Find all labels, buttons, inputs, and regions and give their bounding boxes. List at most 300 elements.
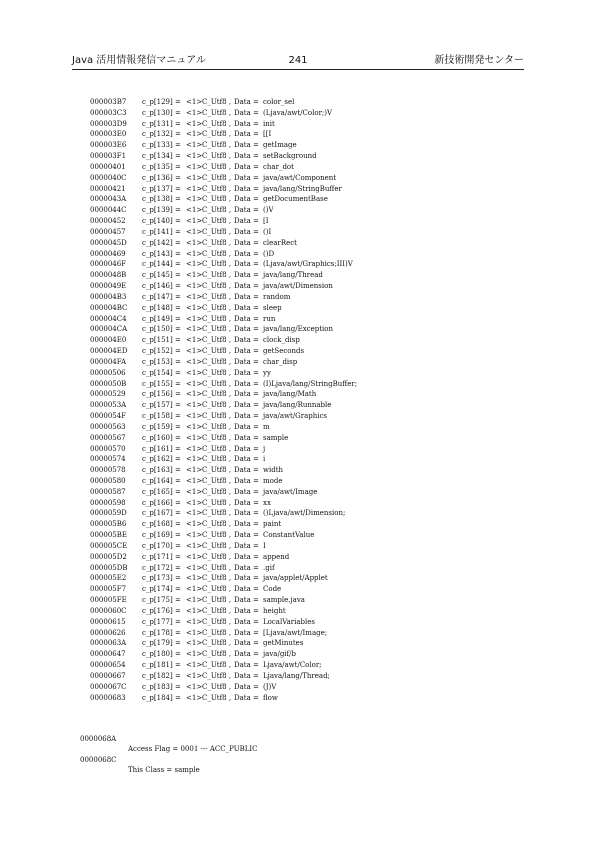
entry-index: c_p[180] = [142, 650, 181, 659]
entry-address: 0000044C [90, 206, 127, 215]
constant-pool-entry [90, 238, 530, 249]
entry-value: ConstantValue [263, 531, 315, 540]
entry-data-label: Data = [234, 466, 259, 475]
entry-data-label: Data = [234, 141, 259, 150]
entry-type: C_Utf8 , [202, 368, 232, 377]
entry-index: c_p[177] = [142, 617, 181, 626]
entry-data-label: Data = [234, 282, 259, 291]
entry-value: java/awt/Graphics [263, 412, 328, 421]
entry-value: [I [263, 217, 269, 226]
constant-pool-entry [90, 411, 530, 422]
entry-address: 00000615 [90, 617, 126, 626]
entry-index: c_p[152] = [142, 347, 181, 356]
entry-tag: <1> [186, 574, 203, 583]
entry-tag: <1> [186, 552, 203, 561]
entry-data-label: Data = [234, 152, 259, 161]
entry-address: 00000574 [90, 455, 126, 464]
entry-data-label: Data = [234, 617, 259, 626]
constant-pool-entry [90, 368, 530, 379]
entry-index: c_p[134] = [142, 152, 181, 161]
constant-pool-entry [90, 357, 530, 368]
entry-value: char_disp [263, 357, 298, 366]
entry-data-label: Data = [234, 314, 259, 323]
entry-index: c_p[135] = [142, 162, 181, 171]
entry-index: c_p[178] = [142, 628, 181, 637]
entry-value: sample.java [263, 596, 305, 605]
entry-tag: <1> [186, 271, 203, 280]
entry-index: c_p[153] = [142, 357, 181, 366]
entry-tag: <1> [186, 195, 203, 204]
entry-tag: <1> [186, 401, 203, 410]
constant-pool-entry [90, 162, 530, 173]
constant-pool-entry [90, 454, 530, 465]
entry-address: 0000050B [90, 379, 127, 388]
entry-tag: <1> [186, 206, 203, 215]
entry-tag: <1> [186, 292, 203, 301]
entry-index: c_p[138] = [142, 195, 181, 204]
entry-data-label: Data = [234, 379, 259, 388]
entry-type: C_Utf8 , [202, 227, 232, 236]
entry-type: C_Utf8 , [202, 650, 232, 659]
entry-address: 00000529 [90, 390, 126, 399]
entry-type: C_Utf8 , [202, 130, 232, 139]
entry-data-label: Data = [234, 596, 259, 605]
constant-pool-entry [90, 379, 530, 390]
constant-pool-entry [90, 573, 530, 584]
entry-data-label: Data = [234, 412, 259, 421]
constant-pool-entry [90, 324, 530, 335]
entry-data-label: Data = [234, 531, 259, 540]
entry-tag: <1> [186, 314, 203, 323]
entry-value: ()I [263, 227, 272, 236]
entry-tag: <1> [186, 368, 203, 377]
entry-address: 000003E0 [90, 130, 127, 139]
entry-tag: <1> [186, 628, 203, 637]
entry-data-label: Data = [234, 336, 259, 345]
entry-type: C_Utf8 , [202, 606, 232, 615]
constant-pool-entry [90, 498, 530, 509]
constant-pool-entry [90, 194, 530, 205]
entry-tag: <1> [186, 357, 203, 366]
entry-data-label: Data = [234, 671, 259, 680]
entry-type: C_Utf8 , [202, 563, 232, 572]
constant-pool-entry [90, 259, 530, 270]
constant-pool-entry [90, 465, 530, 476]
entry-data-label: Data = [234, 206, 259, 215]
entry-type: C_Utf8 , [202, 162, 232, 171]
entry-data-label: Data = [234, 119, 259, 128]
entry-type: C_Utf8 , [202, 314, 232, 323]
constant-pool-entry [90, 682, 530, 693]
constant-pool-entry [90, 584, 530, 595]
page-number: 241 [288, 55, 308, 66]
entry-tag: <1> [186, 119, 203, 128]
access-flag-text: Access Flag = 0001 --- ACC_PUBLIC [128, 745, 258, 753]
entry-value: char_dot [263, 162, 294, 171]
constant-pool-entry [90, 400, 530, 411]
access-flag-address: 0000068A [80, 735, 117, 743]
entry-type: C_Utf8 , [202, 206, 232, 215]
entry-type: C_Utf8 , [202, 217, 232, 226]
entry-address: 00000421 [90, 184, 126, 193]
constant-pool-entry [90, 119, 530, 130]
entry-type: C_Utf8 , [202, 282, 232, 291]
entry-value: Code [263, 585, 282, 594]
entry-data-label: Data = [234, 661, 259, 670]
entry-index: c_p[156] = [142, 390, 181, 399]
entry-data-label: Data = [234, 325, 259, 334]
entry-data-label: Data = [234, 173, 259, 182]
entry-type: C_Utf8 , [202, 98, 232, 106]
entry-data-label: Data = [234, 195, 259, 204]
entry-address: 000004BC [90, 303, 128, 312]
entry-type: C_Utf8 , [202, 260, 232, 269]
entry-data-label: Data = [234, 433, 259, 442]
entry-tag: <1> [186, 130, 203, 139]
entry-tag: <1> [186, 108, 203, 117]
entry-address: 000005E2 [90, 574, 127, 583]
entry-type: C_Utf8 , [202, 596, 232, 605]
entry-type: C_Utf8 , [202, 617, 232, 626]
entry-type: C_Utf8 , [202, 487, 232, 496]
entry-address: 000005CE [90, 541, 128, 550]
entry-type: C_Utf8 , [202, 412, 232, 421]
entry-data-label: Data = [234, 498, 259, 507]
entry-address: 00000457 [90, 227, 126, 236]
entry-index: c_p[154] = [142, 368, 181, 377]
entry-address: 00000598 [90, 498, 126, 507]
entry-index: c_p[162] = [142, 455, 181, 464]
entry-value: getDocumentBase [263, 195, 328, 204]
entry-data-label: Data = [234, 682, 259, 691]
constant-pool-entry [90, 97, 530, 108]
entry-address: 000003B7 [90, 98, 127, 106]
entry-index: c_p[175] = [142, 596, 181, 605]
entry-type: C_Utf8 , [202, 325, 232, 334]
constant-pool-entry [90, 314, 530, 325]
entry-index: c_p[168] = [142, 520, 181, 529]
entry-index: c_p[133] = [142, 141, 181, 150]
entry-type: C_Utf8 , [202, 195, 232, 204]
entry-type: C_Utf8 , [202, 509, 232, 518]
constant-pool-entry [90, 184, 530, 195]
entry-value: append [263, 552, 290, 561]
entry-data-label: Data = [234, 217, 259, 226]
entry-tag: <1> [186, 347, 203, 356]
this-class-address: 0000068C [80, 756, 117, 764]
entry-index: c_p[166] = [142, 498, 181, 507]
entry-address: 0000067C [90, 682, 127, 691]
entry-data-label: Data = [234, 260, 259, 269]
entry-data-label: Data = [234, 390, 259, 399]
entry-type: C_Utf8 , [202, 466, 232, 475]
constant-pool-entry [90, 422, 530, 433]
entry-value: java/lang/StringBuffer [263, 184, 342, 193]
entry-address: 000004CA [90, 325, 128, 334]
entry-address: 000005BE [90, 531, 127, 540]
entry-address: 000004ED [90, 347, 128, 356]
entry-value: clearRect [263, 238, 297, 247]
entry-type: C_Utf8 , [202, 476, 232, 485]
entry-data-label: Data = [234, 509, 259, 518]
entry-tag: <1> [186, 455, 203, 464]
entry-index: c_p[137] = [142, 184, 181, 193]
entry-type: C_Utf8 , [202, 249, 232, 258]
entry-address: 0000048B [90, 271, 127, 280]
entry-index: c_p[171] = [142, 552, 181, 561]
entry-tag: <1> [186, 227, 203, 236]
constant-pool-entry [90, 227, 530, 238]
entry-tag: <1> [186, 412, 203, 421]
entry-index: c_p[158] = [142, 412, 181, 421]
entry-data-label: Data = [234, 98, 259, 106]
entry-data-label: Data = [234, 357, 259, 366]
entry-index: c_p[136] = [142, 173, 181, 182]
entry-tag: <1> [186, 379, 203, 388]
entry-data-label: Data = [234, 401, 259, 410]
entry-tag: <1> [186, 433, 203, 442]
entry-value: LocalVariables [263, 617, 315, 626]
entry-index: c_p[148] = [142, 303, 181, 312]
header-divider [72, 69, 524, 70]
entry-value: (Ljava/awt/Color;)V [263, 108, 333, 117]
entry-index: c_p[184] = [142, 693, 181, 702]
entry-tag: <1> [186, 541, 203, 550]
constant-pool-entry [90, 140, 530, 151]
entry-type: C_Utf8 , [202, 336, 232, 345]
entry-address: 000005FE [90, 596, 127, 605]
entry-index: c_p[164] = [142, 476, 181, 485]
entry-tag: <1> [186, 184, 203, 193]
entry-type: C_Utf8 , [202, 639, 232, 648]
entry-value: height [263, 606, 286, 615]
entry-type: C_Utf8 , [202, 173, 232, 182]
entry-value: m [263, 422, 270, 431]
entry-index: c_p[169] = [142, 531, 181, 540]
entry-value: java/awt/Image [263, 487, 318, 496]
entry-index: c_p[149] = [142, 314, 181, 323]
entry-value: j [263, 444, 266, 453]
entry-value: ()Ljava/awt/Dimension; [263, 509, 346, 518]
entry-index: c_p[174] = [142, 585, 181, 594]
entry-index: c_p[181] = [142, 661, 181, 670]
entry-index: c_p[157] = [142, 401, 181, 410]
entry-value: getMinutes [263, 639, 304, 648]
entry-index: c_p[165] = [142, 487, 181, 496]
entry-tag: <1> [186, 671, 203, 680]
entry-index: c_p[150] = [142, 325, 181, 334]
entry-address: 0000046F [90, 260, 127, 269]
constant-pool-entry [90, 129, 530, 140]
entry-type: C_Utf8 , [202, 444, 232, 453]
entry-index: c_p[143] = [142, 249, 181, 258]
entry-address: 000005D2 [90, 552, 127, 561]
entry-index: c_p[146] = [142, 282, 181, 291]
entry-value: I [263, 541, 266, 550]
entry-tag: <1> [186, 282, 203, 291]
entry-address: 0000053A [90, 401, 127, 410]
entry-type: C_Utf8 , [202, 520, 232, 529]
entry-data-label: Data = [234, 574, 259, 583]
constant-pool-entry [90, 389, 530, 400]
entry-index: c_p[131] = [142, 119, 181, 128]
entry-type: C_Utf8 , [202, 347, 232, 356]
entry-index: c_p[130] = [142, 108, 181, 117]
entry-address: 00000654 [90, 661, 126, 670]
entry-address: 00000578 [90, 466, 126, 475]
entry-value: java/lang/Exception [263, 325, 333, 334]
entry-address: 000003C3 [90, 108, 127, 117]
entry-data-label: Data = [234, 639, 259, 648]
entry-index: c_p[144] = [142, 260, 181, 269]
entry-index: c_p[173] = [142, 574, 181, 583]
constant-pool-entry [90, 563, 530, 574]
constant-pool-entry [90, 476, 530, 487]
this-class-text: This Class = sample [128, 766, 200, 774]
entry-address: 000004C4 [90, 314, 127, 323]
entry-tag: <1> [186, 217, 203, 226]
entry-value: setBackground [263, 152, 317, 161]
entry-value: xx [263, 498, 271, 507]
entry-index: c_p[176] = [142, 606, 181, 615]
entry-value: sleep [263, 303, 282, 312]
constant-pool-entry [90, 552, 530, 563]
entry-type: C_Utf8 , [202, 184, 232, 193]
entry-address: 000004FA [90, 357, 127, 366]
constant-pool-entry [90, 530, 530, 541]
entry-value: paint [263, 520, 282, 529]
entry-data-label: Data = [234, 693, 259, 702]
entry-address: 000003D9 [90, 119, 127, 128]
entry-value: (I)Ljava/lang/StringBuffer; [263, 379, 358, 388]
entry-address: 0000049E [90, 282, 127, 291]
entry-value: flow [263, 693, 278, 702]
entry-address: 0000045D [90, 238, 127, 247]
entry-address: 00000506 [90, 368, 126, 377]
entry-data-label: Data = [234, 184, 259, 193]
entry-index: c_p[151] = [142, 336, 181, 345]
entry-value: yy [263, 368, 271, 377]
entry-value: init [263, 119, 275, 128]
entry-type: C_Utf8 , [202, 271, 232, 280]
entry-address: 00000401 [90, 162, 126, 171]
entry-value: getSeconds [263, 347, 305, 356]
entry-index: c_p[159] = [142, 422, 181, 431]
page-header [72, 54, 524, 68]
entry-value: i [263, 455, 266, 464]
entry-tag: <1> [186, 141, 203, 150]
entry-value: [[I [263, 130, 272, 139]
constant-pool-entry [90, 649, 530, 660]
entry-type: C_Utf8 , [202, 671, 232, 680]
entry-address: 000004B3 [90, 292, 127, 301]
entry-tag: <1> [186, 238, 203, 247]
entry-type: C_Utf8 , [202, 152, 232, 161]
entry-index: c_p[140] = [142, 217, 181, 226]
entry-index: c_p[141] = [142, 227, 181, 236]
entry-value: .gif [263, 563, 275, 572]
entry-type: C_Utf8 , [202, 682, 232, 691]
entry-type: C_Utf8 , [202, 379, 232, 388]
entry-tag: <1> [186, 162, 203, 171]
entry-data-label: Data = [234, 476, 259, 485]
constant-pool-entry [90, 335, 530, 346]
entry-tag: <1> [186, 390, 203, 399]
constant-pool-entry [90, 671, 530, 682]
entry-value: Ljava/awt/Color; [263, 661, 322, 670]
entry-value: java/lang/Thread [263, 271, 323, 280]
entry-tag: <1> [186, 487, 203, 496]
entry-data-label: Data = [234, 347, 259, 356]
entry-tag: <1> [186, 466, 203, 475]
entry-type: C_Utf8 , [202, 455, 232, 464]
entry-tag: <1> [186, 617, 203, 626]
entry-type: C_Utf8 , [202, 693, 232, 702]
entry-data-label: Data = [234, 130, 259, 139]
entry-address: 0000063A [90, 639, 127, 648]
entry-value: java/lang/Runnable [263, 401, 332, 410]
entry-address: 00000683 [90, 693, 126, 702]
entry-tag: <1> [186, 693, 203, 702]
constant-pool-entry [90, 487, 530, 498]
constant-pool-entry [90, 638, 530, 649]
entry-index: c_p[179] = [142, 639, 181, 648]
entry-address: 00000667 [90, 671, 126, 680]
entry-type: C_Utf8 , [202, 303, 232, 312]
entry-tag: <1> [186, 303, 203, 312]
entry-tag: <1> [186, 639, 203, 648]
entry-type: C_Utf8 , [202, 390, 232, 399]
entry-address: 0000040C [90, 173, 127, 182]
entry-data-label: Data = [234, 552, 259, 561]
entry-index: c_p[132] = [142, 130, 181, 139]
entry-address: 00000580 [90, 476, 126, 485]
entry-data-label: Data = [234, 108, 259, 117]
constant-pool-entry [90, 303, 530, 314]
constant-pool-entry [90, 173, 530, 184]
constant-pool-entry [90, 606, 530, 617]
entry-data-label: Data = [234, 628, 259, 637]
entry-value: java/awt/Component [263, 173, 337, 182]
entry-data-label: Data = [234, 162, 259, 171]
entry-tag: <1> [186, 98, 203, 106]
entry-address: 000003F1 [90, 152, 127, 161]
entry-type: C_Utf8 , [202, 541, 232, 550]
entry-address: 000004E0 [90, 336, 127, 345]
entry-value: mode [263, 476, 283, 485]
entry-address: 00000587 [90, 487, 126, 496]
entry-address: 0000054F [90, 412, 127, 421]
entry-index: c_p[147] = [142, 292, 181, 301]
entry-data-label: Data = [234, 227, 259, 236]
entry-data-label: Data = [234, 606, 259, 615]
entry-data-label: Data = [234, 650, 259, 659]
entry-value: color_sel [263, 98, 295, 106]
entry-type: C_Utf8 , [202, 357, 232, 366]
constant-pool-entry [90, 508, 530, 519]
entry-tag: <1> [186, 260, 203, 269]
entry-value: java/applet/Applet [263, 574, 328, 583]
entry-tag: <1> [186, 173, 203, 182]
entry-address: 0000060C [90, 606, 127, 615]
entry-type: C_Utf8 , [202, 552, 232, 561]
entry-address: 000005B6 [90, 520, 127, 529]
constant-pool-entry [90, 346, 530, 357]
entry-data-label: Data = [234, 520, 259, 529]
entry-index: c_p[163] = [142, 466, 181, 475]
entry-address: 00000563 [90, 422, 126, 431]
entry-tag: <1> [186, 422, 203, 431]
